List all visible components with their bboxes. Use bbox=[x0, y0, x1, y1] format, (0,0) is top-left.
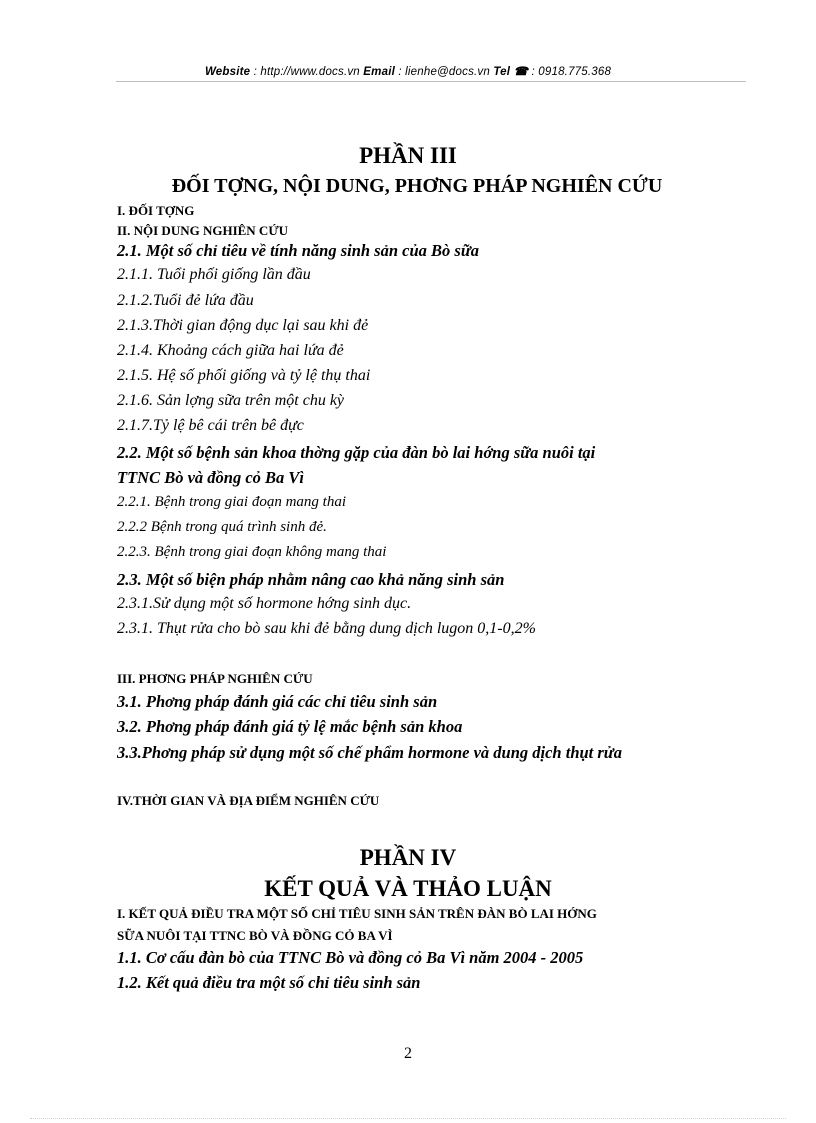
list-item: 2.2.1. Bệnh trong giai đoạn mang thai bbox=[117, 494, 347, 510]
footer-divider bbox=[30, 1118, 786, 1119]
section-heading: III. PHƠNG PHÁP NGHIÊN CỨU bbox=[117, 671, 313, 686]
tel-value: : 0918.775.368 bbox=[528, 66, 612, 78]
section-heading: IV.THỜI GIAN VÀ ĐỊA ĐIỂM NGHIÊN CỨU bbox=[117, 793, 380, 808]
subsection-heading: 2.3. Một số biện pháp nhằm nâng cao khả năng sinh sản bbox=[117, 570, 505, 589]
section-heading: I. KẾT QUẢ ĐIỀU TRA MỘT SỐ CHỈ TIÊU SINH SẢN TRÊN ĐÀN BÒ LAI HỚNG bbox=[117, 906, 597, 921]
website-label: Website bbox=[204, 66, 251, 78]
phone-icon: ☎ bbox=[513, 66, 529, 78]
subsection-heading-cont: TTNC Bò và đồng cỏ Ba Vì bbox=[117, 468, 305, 487]
subsection-heading: 1.2. Kết quả điều tra một số chỉ tiêu sinh sản bbox=[117, 973, 421, 992]
list-item: 2.1.3.Thời gian động dục lại sau khi đẻ bbox=[117, 317, 369, 334]
part4-title: KẾT QUẢ VÀ THẢO LUẬN bbox=[264, 876, 552, 901]
list-item: 2.1.7.Tỷ lệ bê cái trên bê đực bbox=[117, 417, 304, 434]
list-item: 2.1.5. Hệ số phối giống và tỷ lệ thụ thai bbox=[117, 367, 371, 384]
list-item: 2.1.2.Tuổi đẻ lứa đầu bbox=[117, 292, 254, 309]
header-divider bbox=[116, 81, 746, 82]
part3-title: ĐỐI TỢNG, NỘI DUNG, PHƠNG PHÁP NGHIÊN CỨU bbox=[171, 175, 663, 197]
part3-heading: PHẦN III bbox=[359, 143, 457, 168]
list-item: 2.3.1. Thụt rửa cho bò sau khi đẻ bằng dung dịch lugon 0,1-0,2% bbox=[117, 620, 536, 637]
email-label: Email bbox=[363, 66, 395, 78]
tel-label: Tel bbox=[493, 66, 511, 78]
section-heading: II. NỘI DUNG NGHIÊN CỨU bbox=[117, 223, 289, 238]
page-header bbox=[0, 64, 816, 78]
website-value: : http://www.docs.vn bbox=[250, 66, 364, 78]
subsection-heading: 3.2. Phơng pháp đánh giá tỷ lệ mắc bệnh sản khoa bbox=[117, 717, 463, 736]
subsection-heading: 3.1. Phơng pháp đánh giá các chỉ tiêu sinh sản bbox=[117, 692, 438, 711]
subsection-heading: 2.1. Một số chỉ tiêu về tính năng sinh sản của Bò sữa bbox=[117, 241, 479, 260]
subsection-heading: 2.2. Một số bệnh sản khoa thờng gặp của đàn bò lai hớng sữa nuôi tại bbox=[117, 443, 596, 462]
page-number: 2 bbox=[404, 1045, 412, 1062]
list-item: 2.1.6. Sản lợng sữa trên một chu kỳ bbox=[117, 392, 345, 409]
part4-heading: PHẦN IV bbox=[359, 845, 457, 870]
email-value: : lienhe@docs.vn bbox=[394, 66, 494, 78]
list-item: 2.1.4. Khoảng cách giữa hai lứa đẻ bbox=[117, 342, 344, 359]
section-heading: I. ĐỐI TỢNG bbox=[117, 203, 195, 218]
list-item: 2.1.1. Tuổi phối giống lần đầu bbox=[117, 266, 311, 283]
subsection-heading: 1.1. Cơ cấu đàn bò của TTNC Bò và đồng cỏ Ba Vì năm 2004 - 2005 bbox=[117, 948, 584, 967]
list-item: 2.2.3. Bệnh trong giai đoạn không mang thai bbox=[117, 544, 387, 560]
section-heading-cont: SỮA NUÔI TẠI TTNC BÒ VÀ ĐỒNG CỎ BA VÌ bbox=[117, 928, 393, 943]
list-item: 2.3.1.Sử dụng một số hormone hớng sinh dục. bbox=[117, 595, 412, 612]
list-item: 2.2.2 Bệnh trong quá trình sinh đẻ. bbox=[117, 519, 327, 535]
subsection-heading: 3.3.Phơng pháp sử dụng một số chế phẩm hormone và dung dịch thụt rửa bbox=[117, 743, 622, 762]
